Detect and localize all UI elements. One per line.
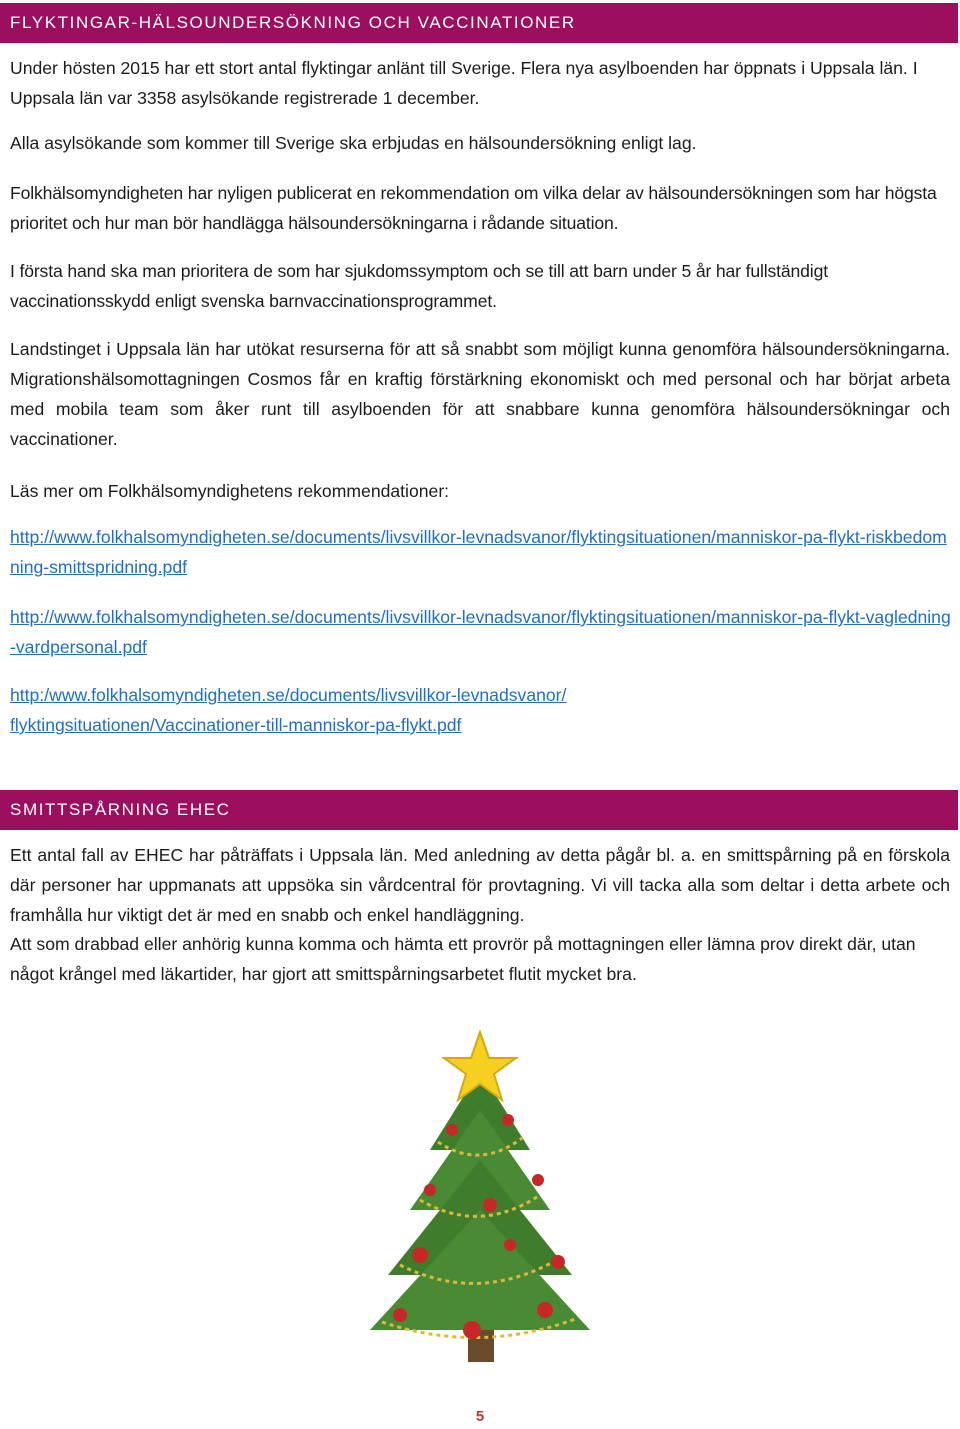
paragraph-recommendation: Folkhälsomyndigheten har nyligen publicerat en rekommendation om vilka delar av hälsoundersökningen som har högsta prioritet och hur man bör handlägga hälsoundersökningarna i rådande situation. [10,183,937,233]
paragraph-resources: Landstinget i Uppsala län har utökat resurserna för att så snabbt som möjligt kunna genomföra hälsoundersökningarna. Migrationshälsomottagningen Cosmos får en kraftig förstärkning ekonomiskt och med personal och har börjat arbeta med mobila team som åker runt till asylboenden för att snabbare kunna genomföra hälsoundersökningar och vaccinationer. [10,339,950,449]
section-heading-text: FLYKTINGAR-HÄLSOUNDERSÖKNING OCH VACCINATIONER [10,13,576,32]
christmas-tree-icon [360,1030,600,1370]
paragraph-read-more: Läs mer om Folkhälsomyndighetens rekommendationer: [10,481,450,501]
paragraph-priority: I första hand ska man prioritera de som har sjukdomssymptom och se till att barn under 5 år har fullständigt vaccinationsskydd enligt svenska barnvaccinationsprogrammet. [10,261,828,311]
paragraph-intro: Under hösten 2015 har ett stort antal flyktingar anlänt till Sverige. Flera nya asylboenden har öppnats i Uppsala län. I Uppsala län var 3358 asylsökande registrerade 1 december. [10,58,918,108]
paragraph-ehec-testing: Att som drabbad eller anhörig kunna komma och hämta ett provrör på mottagningen eller lämna prov direkt där, utan något krångel med läkartider, har gjort att smittspårningsarbetet flutit mycket bra. [10,934,916,984]
link-vaccinationer[interactable]: http:/www.folkhalsomyndigheten.se/documents/livsvillkor-levnadsvanor/flyktingsituationen/Vaccinationer-till-manniskor-pa-flykt.pdf [10,685,567,735]
link-vagledning[interactable]: http://www.folkhalsomyndigheten.se/documents/livsvillkor-levnadsvanor/flyktingsituationen/manniskor-pa-flykt-vagledning-vardpersonal.pdf [10,607,951,657]
paragraph-asylum-seekers: Alla asylsökande som kommer till Sverige ska erbjudas en hälsoundersökning enligt lag. [10,133,697,153]
link-riskbedomning[interactable]: http://www.folkhalsomyndigheten.se/documents/livsvillkor-levnadsvanor/flyktingsituationen/manniskor-pa-flykt-riskbedomning-smittspridning.pdf [10,527,947,577]
section-heading-ehec [0,790,958,830]
page-number: 5 [475,1408,485,1425]
section-heading-refugee-health [0,3,958,43]
paragraph-ehec-cases: Ett antal fall av EHEC har påträffats i Uppsala län. Med anledning av detta pågår bl. a. en smittspårning på en förskola där personer har uppmanats att uppsöka sin vårdcentral för provtagning. Vi vill tacka alla som deltar i detta arbete och framhålla hur viktigt det är med en snabb och enkel handläggning. [10,845,950,925]
section-heading-text: SMITTSPÅRNING EHEC [10,800,231,819]
